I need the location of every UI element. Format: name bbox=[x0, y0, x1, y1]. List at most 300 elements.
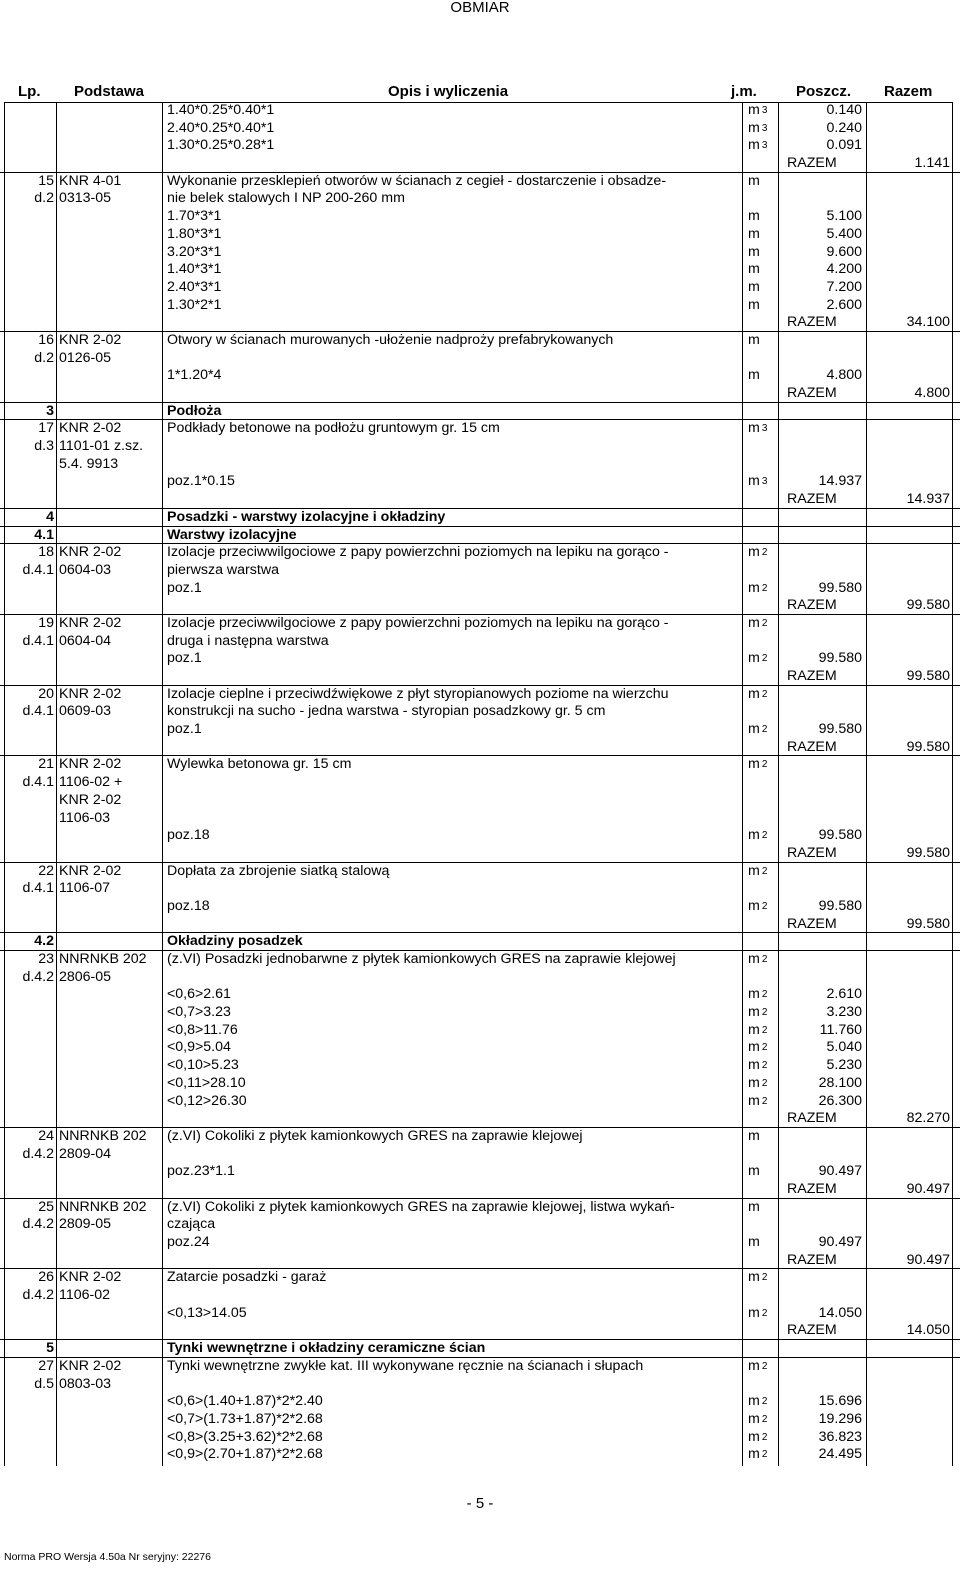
row-razem-value: 82.270 bbox=[906, 1110, 950, 1127]
row-opis: <0,12>26.30 bbox=[167, 1092, 247, 1109]
row-lp: 21 bbox=[38, 756, 54, 773]
row-razem-label: RAZEM bbox=[787, 155, 837, 172]
row-razem-label: RAZEM bbox=[787, 844, 837, 861]
row-opis: poz.1 bbox=[167, 650, 202, 667]
row-podstawa: KNR 2-02 bbox=[59, 1269, 122, 1286]
row-opis: Wykonanie przesklepień otworów w ścianach z cegieł - dostarczenie i obsadze- bbox=[167, 172, 667, 189]
row-opis: (z.VI) Cokoliki z płytek kamionkowych GRES na zaprawie klejowej, listwa wykań- bbox=[167, 1198, 675, 1215]
row-opis: <0,11>28.10 bbox=[167, 1074, 246, 1091]
table-row bbox=[0, 614, 960, 633]
table-row bbox=[0, 562, 960, 580]
row-opis: <0,6>(1.40+1.87)*2*2.40 bbox=[167, 1393, 323, 1410]
row-lp: d.4.1 bbox=[22, 880, 54, 897]
table-row bbox=[0, 419, 960, 438]
row-poszcz: 90.497 bbox=[818, 1234, 862, 1250]
col-razem: Razem bbox=[884, 83, 933, 100]
row-lp: d.2 bbox=[34, 190, 54, 207]
table-row bbox=[0, 508, 960, 527]
row-lp: 22 bbox=[38, 862, 54, 879]
row-unit: m $^2$ bbox=[748, 1057, 768, 1074]
row-unit: m $^2$ bbox=[748, 614, 768, 631]
row-poszcz: 14.050 bbox=[818, 1304, 862, 1321]
row-podstawa: NNRNKB 202 bbox=[59, 1127, 147, 1144]
table-row bbox=[0, 1093, 960, 1111]
table-row bbox=[0, 1305, 960, 1323]
row-opis: Tynki wewnętrzne zwykłe kat. III wykonywane ręcznie na ścianach i słupach bbox=[167, 1357, 644, 1374]
row-lp: d.3 bbox=[34, 438, 54, 455]
row-podstawa: 1101-01 z.sz. bbox=[59, 438, 144, 455]
row-podstawa: 0803-03 bbox=[59, 1375, 112, 1392]
table-row bbox=[0, 1446, 960, 1464]
row-opis: 3.20*3*1 bbox=[167, 243, 222, 260]
row-podstawa: 5.4. 9913 bbox=[59, 455, 119, 472]
row-lp: 16 bbox=[38, 331, 54, 348]
row-razem-label: RAZEM bbox=[787, 491, 837, 508]
row-lp: 20 bbox=[38, 685, 54, 702]
row-unit: m bbox=[748, 261, 760, 278]
row-unit: m $^2$ bbox=[748, 1446, 768, 1463]
row-unit: m bbox=[748, 367, 760, 384]
table-row bbox=[0, 792, 960, 810]
row-opis: Zatarcie posadzki - garaż bbox=[167, 1269, 327, 1286]
total-row bbox=[0, 1110, 960, 1128]
row-lp: 18 bbox=[38, 544, 54, 561]
row-podstawa: NNRNKB 202 bbox=[59, 951, 147, 967]
table-row bbox=[0, 862, 960, 881]
total-row bbox=[0, 314, 960, 332]
table-row bbox=[0, 1287, 960, 1305]
row-poszcz: 5.100 bbox=[826, 208, 862, 225]
table-row bbox=[0, 1022, 960, 1040]
row-opis: (z.VI) Cokoliki z płytek kamionkowych GRES na zaprawie klejowej bbox=[167, 1127, 583, 1144]
row-lp: 3 bbox=[46, 402, 54, 419]
row-opis: Posadzki - warstwy izolacyjne i okładziny bbox=[167, 508, 446, 525]
table-row bbox=[0, 438, 960, 456]
col-jm: j.m. bbox=[731, 83, 757, 100]
table-row bbox=[0, 456, 960, 474]
table-row bbox=[0, 244, 960, 262]
row-podstawa: 0604-04 bbox=[59, 632, 112, 649]
row-unit: m $^3$ bbox=[748, 137, 768, 154]
row-razem-label: RAZEM bbox=[787, 668, 837, 684]
row-unit: m $^2$ bbox=[748, 1357, 768, 1374]
row-unit: m bbox=[748, 208, 760, 225]
row-opis: poz.24 bbox=[167, 1234, 210, 1250]
row-podstawa: KNR 2-02 bbox=[59, 685, 122, 702]
row-unit: m $^2$ bbox=[748, 650, 768, 667]
row-opis: poz.1*0.15 bbox=[167, 473, 235, 490]
row-razem-label: RAZEM bbox=[787, 1180, 837, 1197]
row-podstawa: KNR 2-02 bbox=[59, 1357, 122, 1374]
row-poszcz: 2.610 bbox=[826, 986, 862, 1003]
row-razem-value: 99.580 bbox=[906, 844, 950, 861]
table-row bbox=[0, 703, 960, 721]
row-poszcz: 99.580 bbox=[818, 827, 862, 844]
table-row bbox=[0, 986, 960, 1004]
row-unit: m $^2$ bbox=[748, 862, 768, 879]
row-opis: Podłoża bbox=[167, 402, 222, 419]
row-podstawa: KNR 2-02 bbox=[59, 420, 122, 437]
row-opis: <0,6>2.61 bbox=[167, 986, 231, 1003]
row-unit: m $^3$ bbox=[748, 102, 768, 118]
row-unit: m $^2$ bbox=[748, 685, 768, 702]
row-poszcz: 4.200 bbox=[826, 261, 862, 278]
row-poszcz: 4.800 bbox=[826, 367, 862, 384]
row-opis: Wylewka betonowa gr. 15 cm bbox=[167, 756, 352, 773]
row-unit: m $^2$ bbox=[748, 1304, 768, 1321]
table-row bbox=[0, 1234, 960, 1252]
row-opis: druga i następna warstwa bbox=[167, 632, 329, 649]
table-row bbox=[0, 350, 960, 368]
row-opis: 1.30*2*1 bbox=[167, 296, 222, 313]
row-razem-value: 34.100 bbox=[906, 314, 950, 331]
table-row bbox=[0, 190, 960, 208]
row-unit: m bbox=[748, 1198, 760, 1215]
row-razem-label: RAZEM bbox=[787, 915, 837, 932]
row-razem-value: 1.141 bbox=[914, 155, 950, 172]
row-opis: Podkłady betonowe na podłożu gruntowym gr. 15 cm bbox=[167, 420, 500, 437]
row-poszcz: 19.296 bbox=[818, 1410, 862, 1427]
row-unit: m bbox=[748, 331, 760, 348]
row-podstawa: 0604-03 bbox=[59, 561, 112, 578]
row-opis: <0,10>5.23 bbox=[167, 1057, 239, 1074]
row-poszcz: 5.400 bbox=[826, 225, 862, 242]
total-row bbox=[0, 668, 960, 686]
row-razem-value: 99.580 bbox=[906, 915, 950, 932]
table-row bbox=[0, 120, 960, 138]
row-poszcz: 5.040 bbox=[826, 1039, 862, 1056]
table-row bbox=[0, 208, 960, 226]
row-poszcz: 14.937 bbox=[818, 473, 862, 490]
row-unit: m $^2$ bbox=[748, 827, 768, 844]
page-number: - 5 - bbox=[466, 1495, 494, 1512]
row-unit: m $^2$ bbox=[748, 1428, 768, 1445]
table-row bbox=[0, 543, 960, 562]
row-unit: m $^2$ bbox=[748, 1021, 768, 1038]
row-opis: Warstwy izolacyjne bbox=[167, 526, 297, 543]
row-razem-value: 99.580 bbox=[906, 738, 950, 755]
row-opis: nie belek stalowych I NP 200-260 mm bbox=[167, 190, 405, 207]
row-opis: czająca bbox=[167, 1216, 216, 1233]
row-opis: <0,8>(3.25+3.62)*2*2.68 bbox=[167, 1428, 323, 1445]
software-version: Norma PRO Wersja 4.50a Nr seryjny: 22276 bbox=[4, 1551, 211, 1563]
row-unit: m $^3$ bbox=[748, 420, 768, 437]
row-unit: m $^2$ bbox=[748, 1410, 768, 1427]
row-podstawa: KNR 4-01 bbox=[59, 172, 122, 189]
row-unit: m $^3$ bbox=[748, 473, 768, 490]
row-poszcz: 0.240 bbox=[826, 119, 862, 136]
row-lp: d.4.2 bbox=[22, 968, 54, 985]
row-opis: Tynki wewnętrzne i okładziny ceramiczne ścian bbox=[167, 1340, 486, 1357]
row-razem-value: 90.497 bbox=[906, 1251, 950, 1268]
table-row bbox=[0, 473, 960, 491]
row-razem-label: RAZEM bbox=[787, 314, 837, 331]
table-row bbox=[0, 755, 960, 774]
row-opis: Izolacje cieplne i przeciwdźwiękowe z płyt styropianowych poziome na wierzchu bbox=[167, 685, 669, 702]
table-row bbox=[0, 102, 960, 120]
row-razem-value: 99.580 bbox=[906, 597, 950, 614]
row-lp: d.4.1 bbox=[22, 561, 54, 578]
row-poszcz: 26.300 bbox=[818, 1092, 862, 1109]
table-row bbox=[0, 297, 960, 315]
row-poszcz: 99.580 bbox=[818, 897, 862, 914]
table-row bbox=[0, 969, 960, 987]
row-lp: 5 bbox=[46, 1340, 54, 1357]
row-razem-label: RAZEM bbox=[787, 597, 837, 614]
row-lp: 23 bbox=[38, 951, 54, 967]
table-row bbox=[0, 774, 960, 792]
row-unit: m $^2$ bbox=[748, 1039, 768, 1056]
row-lp: d.4.1 bbox=[22, 774, 54, 791]
total-row bbox=[0, 491, 960, 509]
row-unit: m $^2$ bbox=[748, 1004, 768, 1021]
row-poszcz: 28.100 bbox=[818, 1074, 862, 1091]
row-unit: m bbox=[748, 278, 760, 295]
row-lp: 17 bbox=[38, 420, 54, 437]
table-row bbox=[0, 1163, 960, 1181]
row-opis: poz.1 bbox=[167, 721, 202, 738]
row-podstawa: 0313-05 bbox=[59, 190, 112, 207]
table-row bbox=[0, 172, 960, 191]
row-unit: m bbox=[748, 243, 760, 260]
row-opis: Izolacje przeciwwilgociowe z papy powierzchni poziomych na lepiku na gorąco - bbox=[167, 614, 669, 631]
table-row bbox=[0, 1004, 960, 1022]
row-podstawa: KNR 2-02 bbox=[59, 862, 122, 879]
row-lp: 19 bbox=[38, 614, 54, 631]
row-lp: d.4.2 bbox=[22, 1287, 54, 1304]
table-row bbox=[0, 279, 960, 297]
row-podstawa: 2806-05 bbox=[59, 968, 112, 985]
row-unit: m bbox=[748, 1234, 760, 1250]
row-opis: Izolacje przeciwwilgociowe z papy powierzchni poziomych na lepiku na gorąco - bbox=[167, 544, 669, 561]
page-title: OBMIAR bbox=[450, 0, 510, 16]
row-unit: m $^2$ bbox=[748, 986, 768, 1003]
row-unit: m $^2$ bbox=[748, 579, 768, 596]
row-opis: <0,9>(2.70+1.87)*2*2.68 bbox=[167, 1446, 323, 1463]
row-poszcz: 0.140 bbox=[826, 102, 862, 118]
row-opis: (z.VI) Posadzki jednobarwne z płytek kamionkowych GRES na zaprawie klejowej bbox=[167, 951, 676, 967]
row-podstawa: 1106-03 bbox=[59, 809, 111, 826]
row-opis: poz.18 bbox=[167, 827, 210, 844]
row-poszcz: 2.600 bbox=[826, 296, 862, 313]
row-unit: m $^2$ bbox=[748, 897, 768, 914]
row-lp: d.4.2 bbox=[22, 1145, 54, 1162]
row-poszcz: 15.696 bbox=[818, 1393, 862, 1410]
table-row bbox=[0, 1216, 960, 1234]
row-opis: 1.80*3*1 bbox=[167, 225, 222, 242]
row-lp: 26 bbox=[38, 1269, 54, 1286]
table-row bbox=[0, 880, 960, 898]
row-unit: m bbox=[748, 1163, 760, 1180]
row-podstawa: KNR 2-02 bbox=[59, 756, 122, 773]
row-unit: m $^2$ bbox=[748, 1269, 768, 1286]
table-row bbox=[0, 685, 960, 704]
row-podstawa: 0609-03 bbox=[59, 703, 112, 720]
row-opis: <0,7>3.23 bbox=[167, 1004, 231, 1021]
row-poszcz: 36.823 bbox=[818, 1428, 862, 1445]
table-row bbox=[0, 721, 960, 739]
table-row bbox=[0, 1393, 960, 1411]
row-poszcz: 24.495 bbox=[818, 1446, 862, 1463]
row-opis: poz.23*1.1 bbox=[167, 1163, 235, 1180]
row-lp: 15 bbox=[38, 172, 54, 189]
row-razem-value: 14.050 bbox=[906, 1322, 950, 1339]
row-unit: m $^2$ bbox=[748, 544, 768, 561]
table-row bbox=[0, 827, 960, 845]
total-row bbox=[0, 1181, 960, 1199]
total-row bbox=[0, 1322, 960, 1340]
row-opis: pierwsza warstwa bbox=[167, 561, 279, 578]
table-row bbox=[0, 810, 960, 828]
table-row bbox=[0, 1376, 960, 1394]
total-row bbox=[0, 845, 960, 863]
row-opis: poz.18 bbox=[167, 897, 210, 914]
row-unit: m $^2$ bbox=[748, 1092, 768, 1109]
row-opis: konstrukcji na sucho - jedna warstwa - styropian posadzkowy gr. 5 cm bbox=[167, 703, 606, 720]
row-podstawa: 2809-04 bbox=[59, 1145, 112, 1162]
row-unit: m $^2$ bbox=[748, 1074, 768, 1091]
row-lp: 4.1 bbox=[34, 526, 54, 543]
row-poszcz: 99.580 bbox=[818, 579, 862, 596]
row-opis: <0,13>14.05 bbox=[167, 1304, 247, 1321]
table-row bbox=[0, 1357, 960, 1376]
row-podstawa: 1106-07 bbox=[59, 880, 111, 897]
row-poszcz: 9.600 bbox=[826, 243, 862, 260]
row-lp: d.4.1 bbox=[22, 632, 54, 649]
table-row bbox=[0, 950, 960, 969]
table-header bbox=[4, 82, 952, 103]
row-lp: 4 bbox=[46, 508, 54, 525]
row-unit: m $^3$ bbox=[748, 119, 768, 136]
table-row bbox=[0, 1127, 960, 1146]
row-opis: Okładziny posadzek bbox=[167, 933, 303, 950]
total-row bbox=[0, 155, 960, 173]
row-unit: m bbox=[748, 296, 760, 313]
row-poszcz: 3.230 bbox=[826, 1004, 862, 1021]
table-row bbox=[0, 331, 960, 350]
col-poszcz: Poszcz. bbox=[796, 83, 852, 100]
row-opis: 1*1.20*4 bbox=[167, 367, 222, 384]
table-row bbox=[0, 526, 960, 545]
row-unit: m bbox=[748, 225, 760, 242]
row-lp: 4.2 bbox=[34, 933, 54, 950]
row-opis: 1.70*3*1 bbox=[167, 208, 222, 225]
row-podstawa: KNR 2-02 bbox=[59, 614, 122, 631]
row-opis: 2.40*0.25*0.40*1 bbox=[167, 119, 275, 136]
col-podstawa: Podstawa bbox=[74, 83, 145, 100]
total-row bbox=[0, 385, 960, 403]
row-unit: m $^2$ bbox=[748, 1393, 768, 1410]
row-poszcz: 99.580 bbox=[818, 650, 862, 667]
table-row bbox=[0, 1411, 960, 1429]
table-row bbox=[0, 1057, 960, 1075]
row-opis: 2.40*3*1 bbox=[167, 278, 222, 295]
table-row bbox=[0, 261, 960, 279]
row-poszcz: 90.497 bbox=[818, 1163, 862, 1180]
table-row bbox=[0, 137, 960, 155]
row-lp: d.5 bbox=[34, 1375, 54, 1392]
row-opis: poz.1 bbox=[167, 579, 202, 596]
row-podstawa: 1106-02 + bbox=[59, 774, 123, 791]
row-unit: m bbox=[748, 1127, 760, 1144]
row-razem-label: RAZEM bbox=[787, 385, 837, 401]
row-opis: 1.30*0.25*0.28*1 bbox=[167, 137, 275, 154]
row-razem-value: 99.580 bbox=[906, 668, 950, 684]
row-lp: 24 bbox=[38, 1127, 54, 1144]
row-razem-value: 14.937 bbox=[906, 491, 950, 508]
row-poszcz: 11.760 bbox=[819, 1021, 862, 1038]
row-lp: d.2 bbox=[34, 349, 54, 366]
row-razem-label: RAZEM bbox=[787, 1110, 837, 1127]
row-podstawa: 0126-05 bbox=[59, 349, 112, 366]
row-podstawa: NNRNKB 202 bbox=[59, 1198, 147, 1215]
row-podstawa: 1106-02 bbox=[59, 1287, 111, 1304]
row-poszcz: 99.580 bbox=[818, 721, 862, 738]
row-unit: m $^2$ bbox=[748, 721, 768, 738]
row-unit: m $^2$ bbox=[748, 951, 768, 967]
row-poszcz: 7.200 bbox=[826, 278, 862, 295]
total-row bbox=[0, 597, 960, 615]
row-opis: Dopłata za zbrojenie siatką stalową bbox=[167, 862, 390, 879]
table-row bbox=[0, 580, 960, 598]
row-opis: <0,8>11.76 bbox=[167, 1021, 238, 1038]
row-razem-value: 4.800 bbox=[914, 385, 950, 401]
table-row bbox=[0, 1039, 960, 1057]
row-razem-label: RAZEM bbox=[787, 1322, 837, 1339]
row-podstawa: KNR 2-02 bbox=[59, 791, 122, 808]
row-lp: 25 bbox=[38, 1198, 54, 1215]
row-unit: m bbox=[748, 172, 760, 189]
row-razem-label: RAZEM bbox=[787, 1251, 837, 1268]
row-podstawa: 2809-05 bbox=[59, 1216, 112, 1233]
table-row bbox=[0, 650, 960, 668]
row-unit: m $^2$ bbox=[748, 756, 768, 773]
col-lp: Lp. bbox=[18, 83, 41, 100]
row-opis: <0,7>(1.73+1.87)*2*2.68 bbox=[167, 1410, 323, 1427]
row-podstawa: KNR 2-02 bbox=[59, 544, 122, 561]
row-opis: 1.40*3*1 bbox=[167, 261, 222, 278]
table-row bbox=[0, 1429, 960, 1447]
table-row bbox=[0, 402, 960, 421]
row-lp: 27 bbox=[38, 1357, 54, 1374]
total-row bbox=[0, 739, 960, 757]
table-row bbox=[0, 367, 960, 385]
row-lp: d.4.2 bbox=[22, 1216, 54, 1233]
table-row bbox=[0, 932, 960, 951]
row-razem-label: RAZEM bbox=[787, 738, 837, 755]
total-row bbox=[0, 916, 960, 934]
measurement-table bbox=[0, 102, 960, 1466]
col-opis: Opis i wyliczenia bbox=[388, 83, 509, 100]
table-row bbox=[0, 1268, 960, 1287]
row-podstawa: KNR 2-02 bbox=[59, 331, 122, 348]
total-row bbox=[0, 1252, 960, 1270]
row-poszcz: 5.230 bbox=[826, 1057, 862, 1074]
table-row bbox=[0, 1339, 960, 1358]
table-row bbox=[0, 226, 960, 244]
row-poszcz: 0.091 bbox=[826, 137, 862, 154]
row-razem-value: 90.497 bbox=[906, 1180, 950, 1197]
row-opis: Otwory w ścianach murowanych -ułożenie nadproży prefabrykowanych bbox=[167, 331, 614, 348]
table-row bbox=[0, 1146, 960, 1164]
row-opis: 1.40*0.25*0.40*1 bbox=[167, 102, 275, 118]
row-lp: d.4.1 bbox=[22, 703, 54, 720]
table-row bbox=[0, 633, 960, 651]
row-opis: <0,9>5.04 bbox=[167, 1039, 231, 1056]
table-row bbox=[0, 1075, 960, 1093]
table-row bbox=[0, 898, 960, 916]
table-row bbox=[0, 1198, 960, 1217]
